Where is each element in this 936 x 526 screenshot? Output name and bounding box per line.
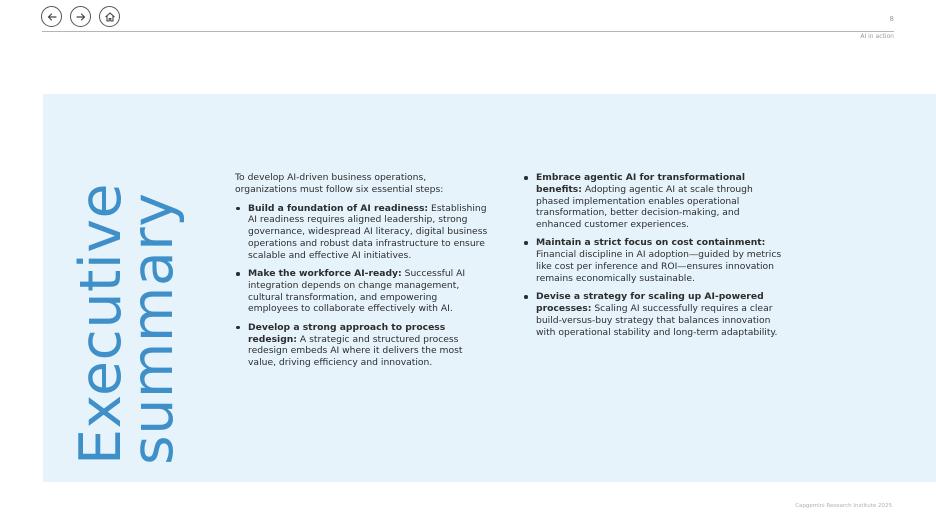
title-line-1: Executive bbox=[68, 182, 134, 465]
right-steps-list bbox=[523, 172, 785, 338]
step-text: Financial discipline in AI adoption—guided by metrics like cost per inference and ROI—ensures innovation remains economically sustainable. bbox=[536, 249, 782, 284]
list-item bbox=[235, 322, 490, 369]
navigation-buttons bbox=[41, 6, 120, 27]
section-label: AI in action bbox=[860, 33, 894, 40]
right-column bbox=[523, 172, 785, 345]
step-heading: Make the workforce AI-ready: bbox=[248, 268, 402, 280]
forward-arrow-icon bbox=[75, 11, 87, 23]
step-text: A strategic and structured process redesign embeds AI where it delivers the most value, driving efficiency and innovation. bbox=[248, 333, 463, 369]
page-number: 8 bbox=[889, 15, 894, 23]
title-line-2: summary bbox=[120, 192, 186, 465]
step-heading: Embrace agentic AI for transformational benefits: bbox=[536, 172, 746, 195]
intro-text: To develop AI-driven business operations, organizations must follow six essential steps: bbox=[235, 172, 444, 195]
header-divider bbox=[42, 31, 894, 32]
list-item bbox=[235, 203, 490, 262]
step-text: Scaling AI successfully requires a clear build-versus-buy strategy that balances innovation with operational stability and long-term adaptability. bbox=[536, 302, 778, 338]
footer-credit: Capgemini Research Institute 2025 bbox=[795, 503, 892, 509]
step-text: Establishing AI readiness requires aligned leadership, strong governance, widespread AI literacy, digital business operations and robust data infrastructure to ensure scalable and effective AI initiatives. bbox=[248, 202, 488, 261]
list-item bbox=[523, 172, 785, 231]
left-steps-list bbox=[235, 203, 490, 369]
list-item bbox=[523, 291, 785, 338]
step-heading: Maintain a strict focus on cost containment: bbox=[536, 237, 766, 249]
home-button[interactable] bbox=[99, 6, 120, 27]
left-column bbox=[235, 172, 490, 375]
back-arrow-icon bbox=[46, 11, 58, 23]
step-heading: Build a foundation of AI readiness: bbox=[248, 202, 429, 214]
list-item bbox=[235, 268, 490, 315]
page-title bbox=[68, 182, 186, 465]
forward-button[interactable] bbox=[70, 6, 91, 27]
step-heading: Devise a strategy for scaling up AI-powered processes: bbox=[536, 291, 764, 314]
step-heading: Develop a strong approach to process redesign: bbox=[248, 321, 446, 345]
back-button[interactable] bbox=[41, 6, 62, 27]
list-item bbox=[523, 237, 785, 284]
step-text: Adopting agentic AI at scale through phased implementation enables operational transformation, better decision-making, and enhanced customer experiences. bbox=[536, 183, 753, 231]
step-text: Successful AI integration depends on change management, cultural transformation, and empowering employees to collaborate effectively with AI. bbox=[248, 268, 466, 315]
home-icon bbox=[104, 11, 116, 23]
